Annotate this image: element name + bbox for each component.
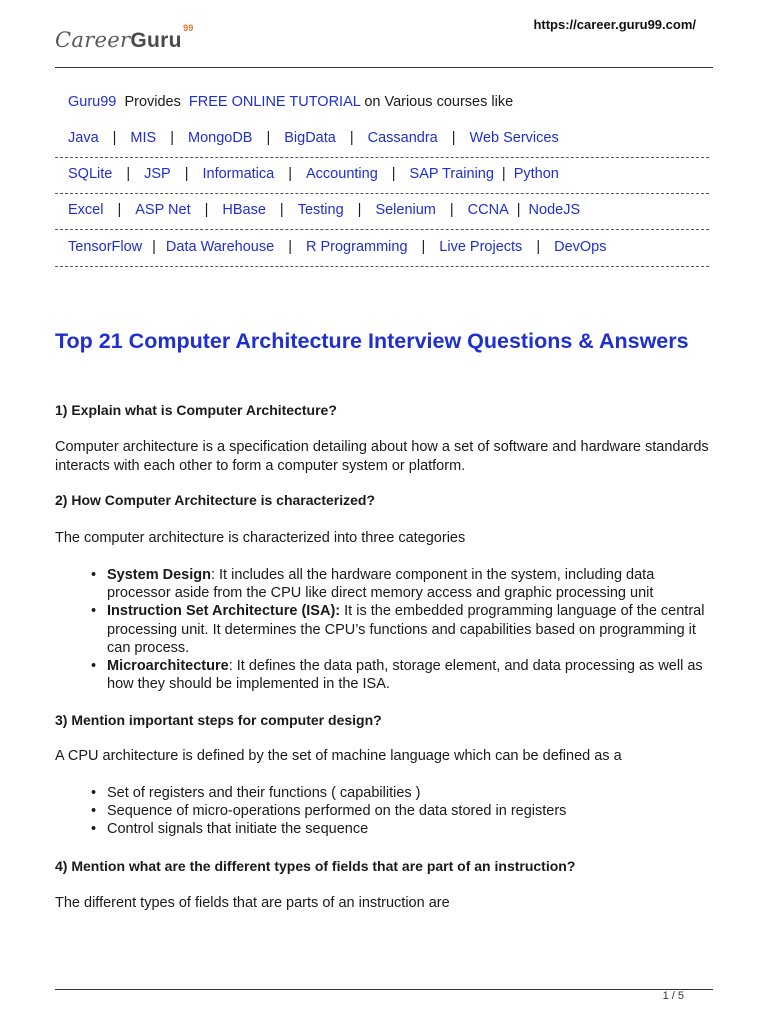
link-separator: | [449,202,454,218]
free-tutorial-link[interactable]: FREE ONLINE TUTORIAL [188,94,361,110]
answer-2: The computer architecture is characterized into three categories [55,530,466,546]
logo-superscript: 99 [183,23,194,33]
site-url[interactable]: https://career.guru99.com/ [533,17,696,32]
course-link-mis[interactable]: MIS [130,130,157,146]
careerguru-logo[interactable] [55,23,194,53]
link-separator: | [536,239,541,255]
course-row [55,193,709,230]
course-row [55,121,709,158]
course-link-mongodb[interactable]: MongoDB [187,130,253,146]
answer-4: The different types of fields that are parts of an instruction are [55,895,450,911]
link-separator: | [288,166,293,182]
link-separator: | [279,202,284,218]
list-item [90,566,710,602]
question-4: 4) Mention what are the different types of fields that are part of an instruction? [55,858,576,874]
course-link-selenium[interactable]: Selenium [375,202,436,218]
course-link-cassandra[interactable]: Cassandra [367,130,438,146]
course-row-links [68,166,559,182]
link-separator: | [357,202,362,218]
link-separator: | [501,166,506,182]
intro-rest-text: on Various courses like [364,94,514,110]
course-row [55,157,709,194]
course-row-links [68,202,580,218]
page-title: Top 21 Computer Architecture Interview Questions & Answers [55,329,689,353]
q2-bullet-list [90,566,710,693]
q3-bullet-list [90,784,710,839]
course-link-accounting[interactable]: Accounting [306,166,378,182]
link-separator: | [184,166,189,182]
course-link-devops[interactable]: DevOps [554,239,607,255]
link-separator: | [204,202,209,218]
list-item [90,602,710,657]
bullet-text: : It includes all the hardware component in the system, including data processor aside from the CPU like direct memory access and graphic processing unit [107,567,655,602]
link-separator: | [266,130,271,146]
link-separator: | [421,239,426,255]
course-link-sqlite[interactable]: SQLite [68,166,113,182]
course-link-informatica[interactable]: Informatica [202,166,275,182]
question-1: 1) Explain what is Computer Architecture? [55,402,337,418]
course-link-java[interactable]: Java [68,130,99,146]
guru99-link[interactable]: Guru99 [68,94,117,110]
bullet-term: System Design [107,567,211,583]
bullet-term: Microarchitecture [107,658,229,675]
course-link-r-programming[interactable]: R Programming [305,239,408,255]
course-link-web-services[interactable]: Web Services [469,130,559,146]
header-divider [55,67,713,68]
course-link-hbase[interactable]: HBase [222,202,266,218]
bullet-text: It is the embedded programming language of the central processing unit. It determines the CPU’s functions and capabilities based on programming it can process. [107,603,705,656]
question-2: 2) How Computer Architecture is characterized? [55,492,376,508]
intro-provides-text: Provides [124,94,181,110]
footer-divider [55,989,713,990]
course-row-links [68,130,559,146]
list-item: • Control signals that initiate the sequence [90,820,710,838]
page-number: 1 / 5 [662,990,684,1002]
course-row-links [68,239,606,255]
link-separator: | [152,239,156,255]
course-link-live-projects[interactable]: Live Projects [439,239,523,255]
course-link-bigdata[interactable]: BigData [284,130,336,146]
bullet-text: : It defines the data path, storage element, and data processing as well as how they should be implemented in the ISA. [107,658,703,693]
link-separator: | [117,202,122,218]
course-link-sap-training[interactable]: SAP Training [409,166,494,182]
link-separator: | [349,130,354,146]
link-separator: | [391,166,396,182]
list-item: • Set of registers and their functions ( capabilities ) [90,784,710,802]
course-link-excel[interactable]: Excel [68,202,104,218]
list-item: • Sequence of micro-operations performed on the data stored in registers [90,802,710,820]
course-link-asp-net[interactable]: ASP Net [135,202,191,218]
course-link-tensorflow[interactable]: TensorFlow [68,239,143,255]
link-separator: | [126,166,131,182]
answer-3: A CPU architecture is defined by the set of machine language which can be defined as a [55,748,622,764]
link-separator: | [112,130,117,146]
course-link-nodejs[interactable]: NodeJS [528,202,581,218]
bullet-term: Instruction Set Architecture (ISA): [107,603,341,620]
question-3: 3) Mention important steps for computer design? [55,712,382,728]
intro-line [68,94,513,110]
logo-guru-text: Guru [130,29,182,52]
link-separator: | [288,239,292,255]
course-link-jsp[interactable]: JSP [144,166,171,182]
page-header [0,0,768,70]
list-item [90,657,710,693]
course-link-python[interactable]: Python [513,166,559,182]
link-separator: | [170,130,174,146]
course-link-ccna[interactable]: CCNA [467,202,509,218]
course-link-data-warehouse[interactable]: Data Warehouse [165,239,275,255]
answer-1: Computer architecture is a specification detailing about how a set of software and hardware standards interacts with each other to form a computer system or platform. [55,439,709,474]
logo-career-text: Career [55,28,131,52]
link-separator: | [451,130,456,146]
course-link-testing[interactable]: Testing [297,202,344,218]
link-separator: | [516,202,521,218]
course-row [55,230,709,267]
